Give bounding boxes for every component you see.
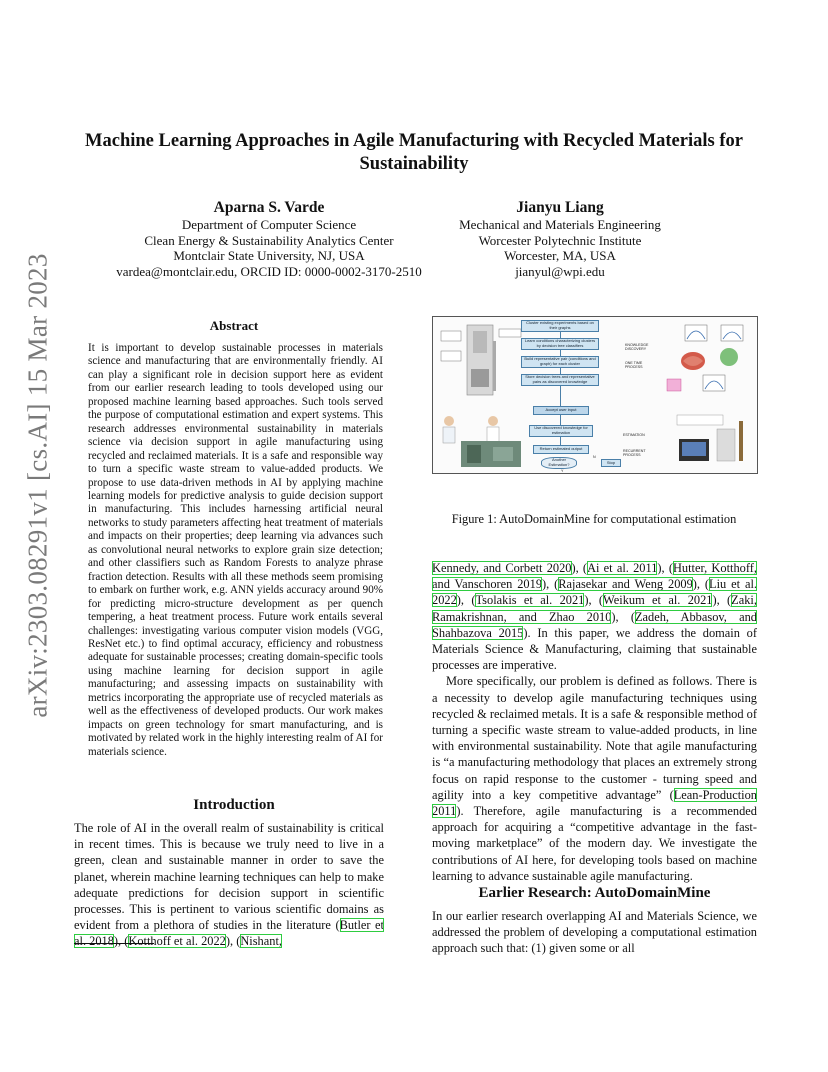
citation-link[interactable]: Zadeh, Abbasov, and Shahbazova 2015	[432, 609, 757, 640]
paper-title: Machine Learning Approaches in Agile Manufacturing with Recycled Materials for Sustainability	[85, 131, 743, 174]
flow-step-accept: Accept user input	[533, 406, 589, 415]
figure-autodomainmine	[432, 316, 758, 474]
figure-caption: Figure 1: AutoDomainMine for computational estimation	[451, 512, 737, 526]
citation-link[interactable]: Butler et al. 2018	[74, 918, 384, 949]
label-recurrent-process: RECURRENT PROCESS	[623, 449, 646, 457]
author-affiliation-line: Worcester Polytechnic Institute	[478, 232, 642, 248]
arxiv-id-text: arXiv:2303.08291v1 [cs.AI] 15 Mar 2023	[22, 252, 53, 718]
author-affiliation-line: Clean Energy & Sustainability Analytics Center	[144, 232, 394, 248]
citation-link[interactable]: Rajasekar and Weng 2009	[558, 577, 693, 592]
citation-link[interactable]: Kotthoff et al. 2022	[128, 934, 226, 949]
citation-link[interactable]: Tsolakis et al. 2021	[475, 593, 585, 608]
abstract-text: It is important to develop sustainable processes in materials science and manufacturing that are environmentally friendly. AI can play a significant role in decision support here as evident from our earlier research leading to tools developed using our proposed machine learning based approaches. Such tools served the purpose of computational estimation and expert systems. This research addresses environmental sustainability in materials science via decision support in agile manufacturing using recycled and reclaimed materials. It is a safe and responsible way to turn a specific waste stream to value-added products. We propose to use data-driven methods in AI by applying machine learning models for predictive analysis to guide decision support in manufacturing. This includes harnessing artificial neural networks to study parameters affecting heat treatment of materials and impacts on their properties; deep learning via advances such as convolutional neural networks to explore grain size detection; and other classifiers such as Random Forests to analyze phrase fraction detection. Results with all these methods seem promising to embark on further work, e.g. ANN yields accuracy around 90% for predicting micro-structure development as per quench tempering, a heat treatment process. Future work entails several challenges: investigating various computer vision models (VGG, ResNet etc.) to find optimal accuracy, efficiency and robustness adequate for sustainable processes; creating domain-specific tools using machine learning for decision support in agile manufacturing; and assessing impacts on sustainability with metrics incorporating the appropriate use of recycled materials as well as the effectiveness of developed products. Our work makes impacts on green technology for smart manufacturing, and is motivated by related work in the highly interesting realm of AI for materials science.	[88, 342, 383, 758]
author-block-1	[104, 198, 434, 279]
author-name: Jianyu Liang	[516, 199, 604, 216]
earlier-research-text	[432, 908, 757, 957]
author-block-2	[440, 198, 680, 279]
earlier-research-body: In our earlier research overlapping AI and Materials Science, we addressed the problem of developing a computational estimation approach such that: (1) given some or all	[432, 909, 757, 956]
citation-link[interactable]: Nishant,	[240, 934, 282, 949]
citation-link[interactable]: Liu et al. 2022	[432, 577, 757, 608]
citation-link[interactable]: Zaki, Ramakrishnan, and Zhao 2010	[432, 593, 757, 624]
earlier-research-heading: Earlier Research: AutoDomainMine	[478, 885, 711, 901]
author-affiliation-line: Montclair State University, NJ, USA	[173, 248, 365, 263]
author-name: Aparna S. Varde	[213, 199, 325, 216]
label-knowledge-discovery: KNOWLEDGE DISCOVERY	[625, 343, 649, 351]
citation-link[interactable]: Ai et al. 2011	[587, 561, 658, 575]
arxiv-identifier	[22, 252, 54, 718]
abstract-heading: Abstract	[209, 318, 259, 333]
flow-branch-yes: Y	[561, 469, 564, 473]
footnote-divider	[74, 943, 154, 944]
flow-connector	[560, 437, 561, 445]
flow-stop: Stop	[601, 459, 621, 467]
label-one-time-process: ONE TIME PROCESS	[625, 361, 643, 369]
paragraph-tail: In this paper, we address the domain of Materials Science & Manufacturing, claiming that sustainable processes are imperative.	[432, 625, 757, 673]
flow-step-store: Store decision trees and representative pairs as discovered knowledge	[521, 374, 599, 386]
citation-link[interactable]: Hutter, Kotthoff, and Vanschoren 2019	[432, 561, 757, 592]
introduction-heading: Introduction	[193, 797, 275, 813]
label-estimation: ESTIMATION	[623, 433, 645, 437]
flow-step-learn: Learn conditions characterizing clusters by decision tree classifiers	[521, 338, 599, 350]
citation-link[interactable]: Lean-Production 2011	[432, 787, 757, 819]
problem-definition-text-cont: Therefore, agile manufacturing is a recommended approach for acquiring a “competitive advantage in the fast-moving marketplace” of the modern day. We investigate the contributions of AI here, for developing tools based on machine learning to advance sustainable agile manufacturing.	[432, 804, 757, 883]
author-affiliation-line: Mechanical and Materials Engineering	[459, 217, 661, 232]
flow-decision: Another Estimation?	[541, 457, 577, 469]
flow-connector	[560, 415, 561, 425]
citation-link[interactable]: Kennedy, and Corbett 2020	[432, 561, 572, 575]
flow-step-cluster: Cluster existing experiments based on their graphs	[521, 320, 599, 332]
flow-step-use: Use discovered knowledge for estimation	[529, 425, 593, 437]
citation-link[interactable]: Weikum et al. 2021	[603, 593, 713, 608]
author-email-line: jianyul@wpi.edu	[515, 263, 605, 279]
author-email-line: vardea@montclair.edu, ORCID ID: 0000-0002-3170-2510	[116, 263, 422, 279]
problem-definition-text: More specifically, our problem is defined as follows. There is a necessity to develop agile manufacturing techniques using recycled & reclaimed metals. It is a safe & responsible method of turning a specific waste stream to value-added products, in line with environmental sustainability. Note that agile manufacturing is “a manufacturing methodology that places an extremely strong focus on rapid response to the customer - turning speed and agility into a key competitive advantage”	[432, 674, 757, 802]
introduction-body: The role of AI in the overall realm of sustainability is critical in recent times. This is because we truly need to live in a green, clean and sustainable manner in order to save the planet, wherein machine learning techniques can help to make adequate predictions for decision support in scientific processes. This is pertinent to various scientific domains as evident from a plethora of studies in the literature	[74, 821, 384, 933]
author-affiliation-line: Department of Computer Science	[181, 217, 357, 232]
flow-connector	[560, 386, 561, 406]
introduction-text: The role of AI in the overall realm of sustainability is critical in recent times. This is because we truly need to live in a green, clean and sustainable manner in order to save the planet, wherein machine learning techniques can help to make adequate predictions for decision support in scientific processes. This is pertinent to various scientific domains as evident from a plethora of studies in the literature (Butler et al. 2018), (Kotthoff et al. 2022), (Nishant,	[74, 821, 384, 949]
author-affiliation-line: Worcester, MA, USA	[504, 248, 616, 263]
flow-step-build: Build representative pair (conditions and graph) for each cluster	[521, 356, 599, 368]
ml-techniques-illustration	[657, 321, 753, 469]
flow-branch-no: N	[593, 455, 596, 459]
right-column-text: Kennedy, and Corbett 2020), (Ai et al. 2011), (Hutter, Kotthoff, and Vanschoren 2019), (Rajasekar and Weng 2009), (Liu et al. 2022), (Tsolakis et al. 2021), (Weikum et al. 2021), (Zaki, Ramakrishnan, and Zhao 2010), (Zadeh, Abbasov, and Shahbazova 2015). In this paper, we address the domain of Materials Science & Manufacturing, claiming that sustainable processes are imperative. More specifically, our problem is defined as follows. There is a necessity to develop agile manufacturing techniques using recycled & reclaimed metals. It is a safe & responsible method of turning a specific waste stream to value-added products, in line with environmental sustainability. Note that agile manufacturing is “a manufacturing methodology that places an extremely strong focus on rapid response to the customer - turning speed and agility into a key competitive advantage” (Lean-Production 2011). Therefore, agile manufacturing is a recommended approach for acquiring a “competitive advantage in the fast-moving marketplace” of the modern day. We investigate the contributions of AI here, for developing tools based on machine learning to advance sustainable agile manufacturing.	[432, 561, 757, 883]
flow-step-return: Return estimated output	[533, 445, 589, 454]
